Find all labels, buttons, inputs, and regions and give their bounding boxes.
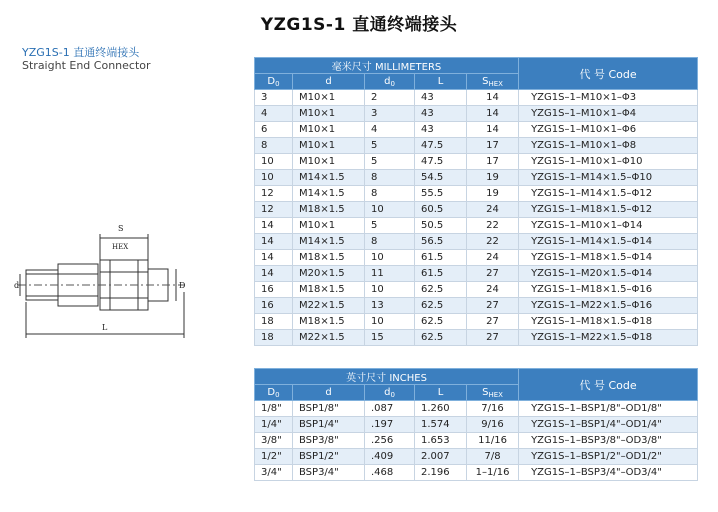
- table-cell: 43: [415, 90, 467, 106]
- table-cell: 3/4": [255, 465, 293, 481]
- code-cell: YZG1S–1–M18×1.5–Φ14: [519, 250, 698, 266]
- table-cell: BSP1/8": [293, 401, 365, 417]
- table-cell: M20×1.5: [293, 266, 365, 282]
- table-cell: 43: [415, 122, 467, 138]
- table-cell: BSP1/2": [293, 449, 365, 465]
- product-caption-en: Straight End Connector: [22, 59, 151, 72]
- table-cell: 62.5: [415, 330, 467, 346]
- code-cell: YZG1S–1–M10×1–Φ14: [519, 218, 698, 234]
- table-cell: 14: [255, 234, 293, 250]
- table-cell: 17: [467, 138, 519, 154]
- inch-col-header: L: [415, 385, 467, 401]
- table-cell: 2.196: [415, 465, 467, 481]
- table-cell: 62.5: [415, 314, 467, 330]
- table-cell: M10×1: [293, 122, 365, 138]
- table-row: [255, 154, 698, 170]
- table-cell: M14×1.5: [293, 170, 365, 186]
- table-cell: 27: [467, 314, 519, 330]
- metric-group-header: 毫米尺寸 MILLIMETERS: [255, 58, 519, 74]
- table-cell: 27: [467, 266, 519, 282]
- table-cell: M18×1.5: [293, 250, 365, 266]
- table-cell: M18×1.5: [293, 202, 365, 218]
- table-row: [255, 282, 698, 298]
- table-cell: 9/16: [467, 417, 519, 433]
- table-cell: 24: [467, 202, 519, 218]
- table-cell: 10: [255, 170, 293, 186]
- table-cell: 13: [365, 298, 415, 314]
- table-cell: 11: [365, 266, 415, 282]
- table-row: [255, 266, 698, 282]
- code-cell: YZG1S–1–BSP3/4"–OD3/4": [519, 465, 698, 481]
- code-cell: YZG1S–1–M22×1.5–Φ16: [519, 298, 698, 314]
- label-l: L: [102, 323, 108, 332]
- table-cell: 3/8": [255, 433, 293, 449]
- table-cell: 18: [255, 314, 293, 330]
- code-cell: YZG1S–1–M10×1–Φ4: [519, 106, 698, 122]
- table-cell: 18: [255, 330, 293, 346]
- code-cell: YZG1S–1–BSP1/4"–OD1/4": [519, 417, 698, 433]
- table-cell: M14×1.5: [293, 234, 365, 250]
- table-cell: 14: [467, 122, 519, 138]
- table-cell: 16: [255, 282, 293, 298]
- table-cell: 14: [255, 250, 293, 266]
- table-cell: 14: [467, 90, 519, 106]
- table-cell: BSP1/4": [293, 417, 365, 433]
- code-cell: YZG1S–1–M18×1.5–Φ16: [519, 282, 698, 298]
- table-cell: .197: [365, 417, 415, 433]
- table-cell: 61.5: [415, 250, 467, 266]
- table-row: [255, 250, 698, 266]
- table-cell: 7/8: [467, 449, 519, 465]
- metric-col-header: d: [293, 74, 365, 90]
- table-cell: 10: [365, 202, 415, 218]
- table-cell: 50.5: [415, 218, 467, 234]
- table-cell: 8: [365, 186, 415, 202]
- table-cell: 22: [467, 234, 519, 250]
- metric-col-header: $S_{HEX}$: [467, 74, 519, 90]
- inch-code-header: 代 号 Code: [519, 369, 698, 401]
- inch-col-header: $d_0$: [365, 385, 415, 401]
- table-cell: 54.5: [415, 170, 467, 186]
- table-row: [255, 106, 698, 122]
- table-cell: 55.5: [415, 186, 467, 202]
- code-cell: YZG1S–1–M18×1.5–Φ12: [519, 202, 698, 218]
- inch-col-header: d: [293, 385, 365, 401]
- product-caption-cn: YZG1S-1 直通终端接头: [22, 46, 140, 59]
- table-cell: 1.260: [415, 401, 467, 417]
- table-cell: M22×1.5: [293, 298, 365, 314]
- table-cell: 27: [467, 330, 519, 346]
- metric-table: [254, 57, 698, 346]
- connector-drawing: [14, 222, 214, 352]
- table-cell: 14: [255, 266, 293, 282]
- table-cell: 43: [415, 106, 467, 122]
- code-cell: YZG1S–1–M10×1–Φ10: [519, 154, 698, 170]
- table-cell: M22×1.5: [293, 330, 365, 346]
- code-cell: YZG1S–1–BSP1/2"–OD1/2": [519, 449, 698, 465]
- code-cell: YZG1S–1–M10×1–Φ8: [519, 138, 698, 154]
- table-cell: 22: [467, 218, 519, 234]
- table-cell: .256: [365, 433, 415, 449]
- table-row: [255, 138, 698, 154]
- table-cell: 10: [365, 314, 415, 330]
- table-cell: 5: [365, 218, 415, 234]
- table-cell: M10×1: [293, 154, 365, 170]
- table-cell: M18×1.5: [293, 314, 365, 330]
- table-cell: 1.574: [415, 417, 467, 433]
- table-cell: 2.007: [415, 449, 467, 465]
- table-cell: 7/16: [467, 401, 519, 417]
- code-cell: YZG1S–1–M10×1–Φ6: [519, 122, 698, 138]
- table-row: [255, 90, 698, 106]
- table-cell: 5: [365, 154, 415, 170]
- nut-shape: [100, 260, 148, 310]
- table-row: [255, 314, 698, 330]
- table-cell: 10: [365, 282, 415, 298]
- table-row: [255, 186, 698, 202]
- table-cell: 10: [255, 154, 293, 170]
- table-cell: 5: [365, 138, 415, 154]
- code-cell: YZG1S–1–M14×1.5–Φ12: [519, 186, 698, 202]
- table-row: [255, 401, 698, 417]
- table-row: [255, 122, 698, 138]
- code-cell: YZG1S–1–BSP1/8"–OD1/8": [519, 401, 698, 417]
- table-row: [255, 170, 698, 186]
- metric-col-header: $D_0$: [255, 74, 293, 90]
- table-cell: 11/16: [467, 433, 519, 449]
- code-cell: YZG1S–1–M14×1.5–Φ14: [519, 234, 698, 250]
- table-row: [255, 218, 698, 234]
- table-row: [255, 234, 698, 250]
- table-cell: .087: [365, 401, 415, 417]
- table-cell: 19: [467, 186, 519, 202]
- inch-table: [254, 368, 698, 481]
- table-cell: 8: [365, 170, 415, 186]
- table-cell: 47.5: [415, 154, 467, 170]
- table-cell: 3: [365, 106, 415, 122]
- table-cell: 62.5: [415, 282, 467, 298]
- table-cell: 4: [255, 106, 293, 122]
- table-cell: 1/8": [255, 401, 293, 417]
- table-row: [255, 449, 698, 465]
- table-cell: M10×1: [293, 106, 365, 122]
- code-cell: YZG1S–1–BSP3/8"–OD3/8": [519, 433, 698, 449]
- table-cell: 8: [255, 138, 293, 154]
- table-cell: M10×1: [293, 138, 365, 154]
- metric-code-header: 代 号 Code: [519, 58, 698, 90]
- table-cell: 1.653: [415, 433, 467, 449]
- table-cell: 27: [467, 298, 519, 314]
- label-s: S: [118, 224, 124, 233]
- product-caption: [22, 46, 151, 72]
- table-cell: M10×1: [293, 90, 365, 106]
- table-cell: 12: [255, 202, 293, 218]
- table-cell: 1/2": [255, 449, 293, 465]
- table-cell: M14×1.5: [293, 186, 365, 202]
- table-cell: 14: [467, 106, 519, 122]
- code-cell: YZG1S–1–M14×1.5–Φ10: [519, 170, 698, 186]
- table-cell: .409: [365, 449, 415, 465]
- table-row: [255, 298, 698, 314]
- inch-table-body: [255, 401, 698, 481]
- table-cell: BSP3/4": [293, 465, 365, 481]
- table-row: [255, 417, 698, 433]
- code-cell: YZG1S–1–M22×1.5–Φ18: [519, 330, 698, 346]
- inch-col-header: $D_0$: [255, 385, 293, 401]
- code-cell: YZG1S–1–M20×1.5–Φ14: [519, 266, 698, 282]
- table-cell: 61.5: [415, 266, 467, 282]
- table-cell: 24: [467, 250, 519, 266]
- table-cell: 14: [255, 218, 293, 234]
- table-cell: .468: [365, 465, 415, 481]
- table-cell: 12: [255, 186, 293, 202]
- table-cell: 1–1/16: [467, 465, 519, 481]
- table-cell: 4: [365, 122, 415, 138]
- metric-table-body: [255, 90, 698, 346]
- table-cell: 47.5: [415, 138, 467, 154]
- label-hex: HEX: [112, 243, 129, 251]
- table-cell: 56.5: [415, 234, 467, 250]
- table-row: [255, 433, 698, 449]
- table-cell: 8: [365, 234, 415, 250]
- table-cell: M18×1.5: [293, 282, 365, 298]
- metric-col-header: L: [415, 74, 467, 90]
- table-cell: 60.5: [415, 202, 467, 218]
- table-row: [255, 465, 698, 481]
- table-row: [255, 330, 698, 346]
- label-d: d: [14, 281, 20, 290]
- code-cell: YZG1S–1–M10×1–Φ3: [519, 90, 698, 106]
- page-title: YZG1S-1 直通终端接头: [260, 15, 458, 35]
- table-cell: 19: [467, 170, 519, 186]
- code-cell: YZG1S–1–M18×1.5–Φ18: [519, 314, 698, 330]
- table-cell: 6: [255, 122, 293, 138]
- table-cell: 15: [365, 330, 415, 346]
- table-cell: BSP3/8": [293, 433, 365, 449]
- metric-col-header: $d_0$: [365, 74, 415, 90]
- table-cell: 16: [255, 298, 293, 314]
- table-cell: 17: [467, 154, 519, 170]
- table-cell: 24: [467, 282, 519, 298]
- table-cell: 1/4": [255, 417, 293, 433]
- table-cell: 3: [255, 90, 293, 106]
- inch-col-header: $S_{HEX}$: [467, 385, 519, 401]
- inch-group-header: 英寸尺寸 INCHES: [255, 369, 519, 385]
- table-cell: 62.5: [415, 298, 467, 314]
- label-d0: D: [179, 281, 186, 290]
- table-cell: M10×1: [293, 218, 365, 234]
- table-cell: 2: [365, 90, 415, 106]
- table-row: [255, 202, 698, 218]
- table-cell: 10: [365, 250, 415, 266]
